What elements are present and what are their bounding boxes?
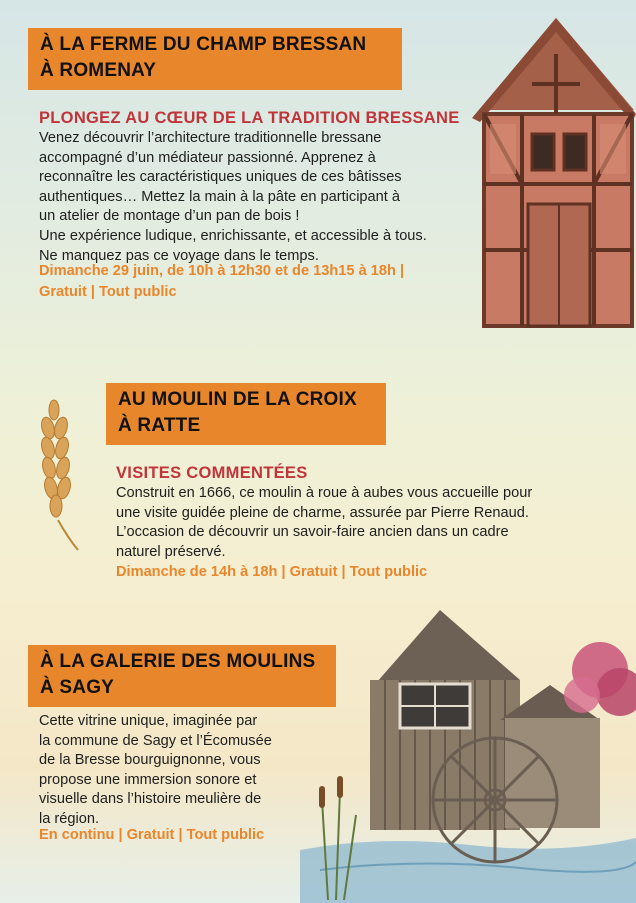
schedule-line1: Dimanche de 14h à 18h | Gratuit | Tout public: [116, 564, 428, 580]
text-line: la commune de Sagy et l’Écomusée: [39, 732, 272, 749]
text-line: accompagné d’un médiateur passionné. Apprenez à: [39, 149, 376, 166]
text-line: reconnaître les caractéristiques uniques de ces bâtisses: [39, 169, 402, 186]
text-line: Venez découvrir l’architecture traditionnelle bressane: [39, 130, 382, 146]
description-galerie: [39, 712, 319, 830]
text-line: Cette vitrine unique, imaginée par: [39, 713, 258, 729]
text-line: Une expérience ludique, enrichissante, et accessible à tous.: [39, 227, 427, 244]
schedule-moulin: [116, 562, 427, 583]
text-line: Ne manquez pas ce voyage dans le temps.: [39, 247, 319, 264]
banner-line1: AU MOULIN DE LA CROIX: [118, 389, 357, 410]
banner-line2: À SAGY: [40, 677, 115, 698]
text-line: la région.: [39, 810, 100, 827]
text-line: une visite guidée pleine de charme, assurée par Pierre Renaud.: [116, 504, 529, 521]
banner-line1: À LA FERME DU CHAMP BRESSAN: [40, 34, 367, 55]
text-line: de la Bresse bourguignonne, vous: [39, 752, 261, 769]
schedule-line1: En continu | Gratuit | Tout public: [39, 827, 265, 843]
banner-galerie-moulins: [28, 645, 336, 707]
text-line: propose une immersion sonore et: [39, 771, 257, 788]
description-moulin: [116, 484, 596, 562]
wheat-ear-icon: [34, 392, 86, 552]
banner-moulin-croix: [106, 383, 386, 445]
schedule-line2: Gratuit | Tout public: [39, 284, 177, 300]
banner-line2: À RATTE: [118, 415, 201, 436]
description-ferme: [39, 129, 489, 266]
schedule-galerie: [39, 825, 264, 846]
schedule-line1: Dimanche 29 juin, de 10h à 12h30 et de 13h15 à 18h |: [39, 263, 405, 279]
text-line: L’occasion de découvrir un savoir-faire ancien dans un cadre: [116, 524, 509, 541]
text-line: visuelle dans l’histoire meulière de: [39, 791, 262, 808]
subtitle-tradition-bressane: PLONGEZ AU CŒUR DE LA TRADITION BRESSANE: [39, 109, 460, 127]
text-line: naturel préservé.: [116, 543, 226, 560]
timber-frame-house-icon: [472, 14, 636, 330]
text-line: un atelier de montage d’un pan de bois !: [39, 208, 300, 225]
banner-line2: À ROMENAY: [40, 60, 157, 81]
schedule-ferme: [39, 261, 489, 303]
text-line: Construit en 1666, ce moulin à roue à aubes vous accueille pour: [116, 485, 533, 501]
text-line: authentiques… Mettez la main à la pâte en participant à: [39, 188, 401, 205]
watermill-icon: [300, 600, 636, 903]
banner-line1: À LA GALERIE DES MOULINS: [40, 651, 316, 672]
banner-ferme-champ-bressan: [28, 28, 402, 90]
subtitle-visites-commentees: VISITES COMMENTÉES: [116, 464, 308, 482]
